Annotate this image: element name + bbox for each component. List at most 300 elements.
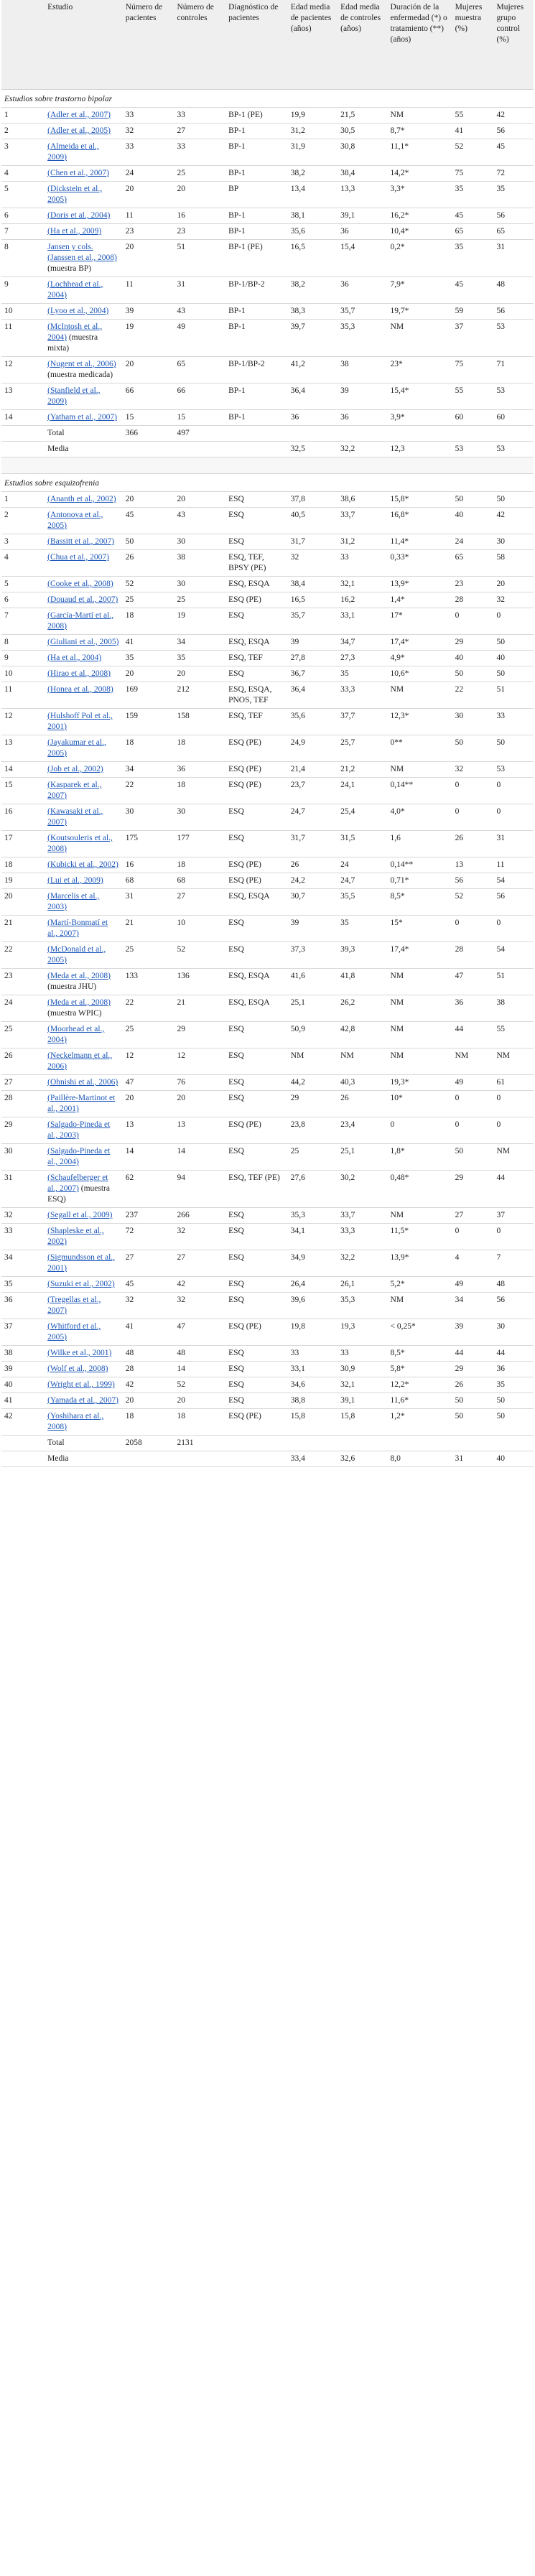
age-controls: 26,1: [338, 1277, 387, 1293]
study-cell: [45, 208, 123, 224]
diagnosis: ESQ, TEF: [225, 651, 288, 666]
age-controls: 31,5: [338, 831, 387, 857]
study-reference-link[interactable]: (Dickstein et al., 2005): [47, 185, 103, 204]
study-reference-link[interactable]: (Chua et al., 2007): [47, 553, 110, 562]
women-control: 42: [493, 508, 534, 534]
mean-label: Media: [45, 442, 123, 457]
study-reference-link[interactable]: (Lochhead et al., 2004): [47, 280, 103, 299]
study-reference-link[interactable]: (Meda et al., 2008): [47, 998, 111, 1007]
empty-cell: [338, 426, 387, 442]
duration: 15,8*: [388, 492, 452, 508]
diagnosis: BP-1: [225, 383, 288, 410]
duration: 3,3*: [388, 182, 452, 208]
women-sample: 55: [452, 108, 494, 124]
study-reference-link[interactable]: (Kawasaki et al., 2007): [47, 807, 103, 827]
study-note: (muestra BP): [47, 264, 92, 273]
women-sample: NM: [452, 1048, 494, 1075]
women-sample: 40: [452, 508, 494, 534]
age-patients: 23,8: [288, 1117, 338, 1144]
patients-count: 18: [123, 1409, 175, 1436]
women-control: 11: [493, 857, 534, 873]
patients-count: 12: [123, 1048, 175, 1075]
diagnosis: ESQ, TEF (PE): [225, 1171, 288, 1208]
row-index: 33: [1, 1224, 45, 1250]
controls-count: 27: [174, 124, 225, 139]
study-reference-link[interactable]: (Adler et al., 2007): [47, 111, 111, 119]
patients-count: 35: [123, 651, 175, 666]
row-index: 24: [1, 995, 45, 1022]
table-row: [1, 1117, 534, 1144]
patients-count: 159: [123, 709, 175, 735]
empty-cell: [288, 90, 338, 108]
duration: 11,4*: [388, 534, 452, 550]
patients-count: 20: [123, 492, 175, 508]
women-control: 53: [493, 320, 534, 357]
diagnosis: ESQ: [225, 831, 288, 857]
women-sample: 59: [452, 304, 494, 320]
controls-count: 48: [174, 1346, 225, 1362]
diagnosis: ESQ: [225, 1362, 288, 1377]
study-reference-link[interactable]: (Lyoo et al., 2004): [47, 307, 109, 315]
study-reference-link[interactable]: (Wolf et al., 2008): [47, 1364, 108, 1373]
age-controls: 26,2: [338, 995, 387, 1022]
study-reference-link[interactable]: (García-Martí et al., 2008): [47, 611, 114, 631]
row-index: 42: [1, 1409, 45, 1436]
age-patients: 38,2: [288, 166, 338, 182]
empty-cell: [174, 457, 225, 474]
diagnosis: ESQ (PE): [225, 735, 288, 762]
study-reference-link[interactable]: (Segall et al., 2009): [47, 1211, 113, 1219]
age-controls: 39: [338, 383, 387, 410]
table-row: [1, 942, 534, 969]
study-reference-link[interactable]: (Cooke et al., 2008): [47, 580, 113, 588]
study-reference-link[interactable]: (Douaud et al., 2007): [47, 595, 118, 604]
duration: NM: [388, 1022, 452, 1048]
study-cell: [45, 1346, 123, 1362]
women-control: 48: [493, 277, 534, 304]
controls-count: 15: [174, 410, 225, 426]
age-controls: 33: [338, 550, 387, 577]
study-reference-link[interactable]: (Bassitt et al., 2007): [47, 537, 115, 546]
study-note: (muestra WPIC): [47, 1009, 102, 1018]
age-controls: 21,2: [338, 762, 387, 778]
controls-count: 76: [174, 1075, 225, 1091]
studies-table: [1, 0, 534, 1467]
age-patients: 34,6: [288, 1377, 338, 1393]
women-control: 50: [493, 1409, 534, 1436]
empty-cell: [388, 474, 452, 492]
study-reference-link[interactable]: (Marcelis et al., 2003): [47, 892, 100, 911]
table-row: [1, 1144, 534, 1171]
women-control: 45: [493, 139, 534, 166]
women-control: 53: [493, 762, 534, 778]
study-note: (muestra medicada): [47, 371, 113, 379]
empty-cell: [225, 457, 288, 474]
controls-count: 31: [174, 277, 225, 304]
diagnosis: ESQ: [225, 1224, 288, 1250]
empty-cell: [1, 1436, 45, 1451]
section-schizophrenia: [1, 474, 534, 492]
study-reference-link[interactable]: (Ha et al., 2009): [47, 227, 102, 236]
age-controls: 30,2: [338, 1171, 387, 1208]
empty-cell: [1, 426, 45, 442]
section-title: Estudios sobre esquizofrenia: [1, 474, 123, 492]
table-row: [1, 124, 534, 139]
age-controls: 33: [338, 1346, 387, 1362]
study-reference-link[interactable]: (Yamada et al., 2007): [47, 1396, 118, 1405]
patients-count: 25: [123, 942, 175, 969]
table-row: [1, 635, 534, 651]
table-row: [1, 831, 534, 857]
study-cell: [45, 277, 123, 304]
study-reference-link[interactable]: (Schaufelberger et al., 2007): [47, 1173, 108, 1193]
study-cell: [45, 492, 123, 508]
mean-age-patients: 33,4: [288, 1451, 338, 1467]
row-index: 14: [1, 762, 45, 778]
study-reference-link[interactable]: (Antonova et al., 2005): [47, 511, 103, 530]
women-sample: 50: [452, 492, 494, 508]
duration: 10*: [388, 1091, 452, 1117]
table-row: [1, 550, 534, 577]
mean-women-sample: 53: [452, 442, 494, 457]
row-index: 12: [1, 709, 45, 735]
table-row: [1, 1377, 534, 1393]
diagnosis: ESQ (PE): [225, 1409, 288, 1436]
study-reference-link[interactable]: (Almeida et al., 2009): [47, 142, 99, 162]
diagnosis: ESQ, ESQA: [225, 995, 288, 1022]
empty-cell: [123, 474, 175, 492]
row-index: 10: [1, 666, 45, 682]
controls-count: 52: [174, 942, 225, 969]
duration: 11,6*: [388, 1393, 452, 1409]
age-patients: 34,9: [288, 1250, 338, 1277]
age-controls: 35,7: [338, 304, 387, 320]
women-control: 55: [493, 1022, 534, 1048]
age-patients: 40,5: [288, 508, 338, 534]
duration: NM: [388, 1208, 452, 1224]
women-control: 56: [493, 304, 534, 320]
duration: 1,6: [388, 831, 452, 857]
header-duration: Duración de la enfermedad (*) o tratamiento (**) (años): [388, 0, 452, 90]
mean-age-controls: 32,2: [338, 442, 387, 457]
study-reference-link[interactable]: (Koutsouleris et al., 2008): [47, 834, 113, 853]
women-control: 0: [493, 608, 534, 635]
controls-count: 177: [174, 831, 225, 857]
table-row: [1, 1048, 534, 1075]
women-sample: 0: [452, 1091, 494, 1117]
study-note: (muestra mixta): [47, 333, 98, 353]
women-control: 54: [493, 873, 534, 889]
age-patients: 26,4: [288, 1277, 338, 1293]
study-reference-link[interactable]: (Kasparek et al., 2007): [47, 781, 102, 800]
diagnosis: ESQ: [225, 1022, 288, 1048]
row-index: 5: [1, 182, 45, 208]
row-index: 4: [1, 166, 45, 182]
study-cell: [45, 1277, 123, 1293]
study-cell: [45, 383, 123, 410]
total-controls: 2131: [174, 1436, 225, 1451]
duration: 17,4*: [388, 942, 452, 969]
age-patients: 24,7: [288, 804, 338, 831]
study-reference-link[interactable]: (Nugent et al., 2006): [47, 360, 116, 368]
women-control: 61: [493, 1075, 534, 1091]
study-reference-link[interactable]: (Yoshihara et al., 2008): [47, 1412, 104, 1431]
study-reference-link[interactable]: (Wilke et al., 2001): [47, 1349, 112, 1357]
age-patients: 41,2: [288, 357, 338, 383]
study-reference-link[interactable]: (Meda et al., 2008): [47, 972, 111, 980]
row-index: 21: [1, 916, 45, 942]
study-cell: [45, 608, 123, 635]
study-reference-link[interactable]: (Stanfield et al., 2009): [47, 386, 101, 406]
table-row: [1, 108, 534, 124]
study-reference-link[interactable]: (Wright et al., 1999): [47, 1380, 115, 1389]
empty-cell: [288, 457, 338, 474]
table-row: [1, 651, 534, 666]
table-row: [1, 804, 534, 831]
study-cell: [45, 1171, 123, 1208]
row-index: 3: [1, 139, 45, 166]
women-sample: 35: [452, 240, 494, 277]
study-reference-link[interactable]: (Moorhead et al., 2004): [47, 1025, 105, 1044]
age-patients: 31,7: [288, 831, 338, 857]
empty-cell: [225, 474, 288, 492]
duration: NM: [388, 320, 452, 357]
duration: 8,7*: [388, 124, 452, 139]
study-reference-link[interactable]: (Ha et al., 2004): [47, 654, 102, 662]
study-cell: [45, 709, 123, 735]
total-row: [1, 426, 534, 442]
table-row: [1, 873, 534, 889]
age-controls: 31,2: [338, 534, 387, 550]
empty-cell: [452, 1436, 494, 1451]
study-cell: [45, 139, 123, 166]
study-reference-link[interactable]: (Jayakumar et al., 2005): [47, 738, 106, 758]
table-row: [1, 1293, 534, 1319]
study-reference-link[interactable]: (Salgado-Pineda et al., 2004): [47, 1147, 111, 1166]
empty-cell: [338, 1436, 387, 1451]
study-reference-link[interactable]: (Sigmundsson et al., 2001): [47, 1253, 116, 1273]
patients-count: 20: [123, 1091, 175, 1117]
women-sample: 75: [452, 357, 494, 383]
study-reference-link[interactable]: (Ohnishi et al., 2006): [47, 1078, 118, 1087]
controls-count: 32: [174, 1293, 225, 1319]
study-reference-link[interactable]: (Shapleske et al., 2002): [47, 1227, 104, 1246]
women-sample: 49: [452, 1277, 494, 1293]
study-cell: [45, 1293, 123, 1319]
women-sample: 37: [452, 320, 494, 357]
study-reference-link[interactable]: (Honea et al., 2008): [47, 685, 113, 694]
study-reference-link[interactable]: (Adler et al., 2005): [47, 126, 111, 135]
empty-cell: [452, 426, 494, 442]
empty-cell: [288, 426, 338, 442]
study-reference-link[interactable]: (Ananth et al., 2002): [47, 495, 116, 503]
study-reference-link[interactable]: (Tregellas et al., 2007): [47, 1296, 101, 1315]
diagnosis: ESQ, ESQA: [225, 889, 288, 916]
diagnosis: ESQ: [225, 508, 288, 534]
table-row: [1, 410, 534, 426]
controls-count: 23: [174, 224, 225, 240]
women-sample: 0: [452, 804, 494, 831]
controls-count: 51: [174, 240, 225, 277]
controls-count: 29: [174, 1022, 225, 1048]
study-cell: [45, 1224, 123, 1250]
controls-count: 66: [174, 383, 225, 410]
study-reference-link[interactable]: (Hirao et al., 2008): [47, 669, 111, 678]
empty-cell: [452, 474, 494, 492]
diagnosis: BP-1: [225, 208, 288, 224]
study-cell: [45, 1091, 123, 1117]
patients-count: 30: [123, 804, 175, 831]
row-index: 40: [1, 1377, 45, 1393]
empty-cell: [288, 1436, 338, 1451]
patients-count: 68: [123, 873, 175, 889]
table-row: [1, 492, 534, 508]
table-row: [1, 277, 534, 304]
table-row: [1, 1250, 534, 1277]
row-index: 15: [1, 778, 45, 804]
women-sample: 40: [452, 651, 494, 666]
table-row: [1, 1075, 534, 1091]
controls-count: 30: [174, 577, 225, 592]
row-index: 4: [1, 550, 45, 577]
empty-cell: [338, 90, 387, 108]
table-row: [1, 778, 534, 804]
diagnosis: BP-1: [225, 320, 288, 357]
row-index: 22: [1, 942, 45, 969]
duration: 0**: [388, 735, 452, 762]
diagnosis: BP: [225, 182, 288, 208]
study-reference-link[interactable]: (Suzuki et al., 2002): [47, 1280, 115, 1288]
patients-count: 50: [123, 534, 175, 550]
women-sample: 36: [452, 995, 494, 1022]
age-controls: 33,1: [338, 608, 387, 635]
women-control: NM: [493, 1144, 534, 1171]
age-controls: 42,8: [338, 1022, 387, 1048]
study-reference-link[interactable]: (Giuliani et al., 2005): [47, 638, 119, 646]
study-reference-link[interactable]: (Neckelmann et al., 2006): [47, 1051, 113, 1071]
age-patients: 25,1: [288, 995, 338, 1022]
controls-count: 18: [174, 857, 225, 873]
study-reference-link[interactable]: (Kubicki et al., 2002): [47, 860, 118, 869]
empty-cell: [493, 1436, 534, 1451]
age-patients: 23,7: [288, 778, 338, 804]
women-control: 54: [493, 942, 534, 969]
age-patients: 36,4: [288, 383, 338, 410]
women-control: 32: [493, 592, 534, 608]
diagnosis: BP-1: [225, 224, 288, 240]
controls-count: 212: [174, 682, 225, 709]
mean-duration: 12,3: [388, 442, 452, 457]
diagnosis: ESQ, ESQA: [225, 635, 288, 651]
duration: NM: [388, 969, 452, 995]
study-reference-link[interactable]: (Salgado-Pineda et al., 2003): [47, 1120, 111, 1140]
women-control: 65: [493, 224, 534, 240]
patients-count: 23: [123, 224, 175, 240]
empty-cell: [225, 90, 288, 108]
women-control: 51: [493, 969, 534, 995]
row-index: 2: [1, 508, 45, 534]
duration: NM: [388, 762, 452, 778]
study-cell: [45, 320, 123, 357]
study-cell: [45, 995, 123, 1022]
study-reference-link[interactable]: (McIntosh et al., 2004): [47, 322, 103, 342]
study-reference-link[interactable]: (Paillère-Martinot et al., 2001): [47, 1094, 116, 1113]
study-cell: [45, 182, 123, 208]
controls-count: 33: [174, 108, 225, 124]
empty-cell: [123, 442, 175, 457]
duration: 13,9*: [388, 1250, 452, 1277]
study-cell: [45, 1409, 123, 1436]
row-index: 19: [1, 873, 45, 889]
row-index: 25: [1, 1022, 45, 1048]
row-index: 17: [1, 831, 45, 857]
diagnosis: ESQ, ESQA: [225, 969, 288, 995]
patients-count: 237: [123, 1208, 175, 1224]
patients-count: 26: [123, 550, 175, 577]
study-reference-link[interactable]: (Yatham et al., 2007): [47, 413, 117, 422]
study-cell: [45, 1362, 123, 1377]
study-cell: [45, 550, 123, 577]
patients-count: 14: [123, 1144, 175, 1171]
empty-cell: [493, 457, 534, 474]
duration: 11,5*: [388, 1224, 452, 1250]
study-reference-link[interactable]: (Hulshoff Pol et al., 2001): [47, 712, 113, 731]
mean-label: Media: [45, 1451, 123, 1467]
study-reference-link[interactable]: (Martí-Bonmatí et al., 2007): [47, 919, 108, 938]
mean-age-controls: 32,6: [338, 1451, 387, 1467]
women-control: 33: [493, 709, 534, 735]
patients-count: 28: [123, 1362, 175, 1377]
study-reference-link[interactable]: Jansen y cols. (Janssen et al., 2008): [47, 243, 117, 262]
age-controls: 15,4: [338, 240, 387, 277]
age-controls: 36: [338, 277, 387, 304]
age-patients: 27,6: [288, 1171, 338, 1208]
age-patients: 35,3: [288, 1208, 338, 1224]
study-reference-link[interactable]: (Job et al., 2002): [47, 765, 103, 773]
study-reference-link[interactable]: (Chen et al., 2007): [47, 169, 110, 177]
study-reference-link[interactable]: (Whitford et al., 2005): [47, 1322, 101, 1342]
table-row: [1, 1319, 534, 1346]
age-controls: 27,3: [338, 651, 387, 666]
row-index: 30: [1, 1144, 45, 1171]
study-reference-link[interactable]: (Doris et al., 2004): [47, 211, 111, 220]
study-reference-link[interactable]: (Lui et al., 2009): [47, 876, 103, 885]
table-row: [1, 666, 534, 682]
duration: NM: [388, 1048, 452, 1075]
patients-count: 20: [123, 240, 175, 277]
study-cell: [45, 762, 123, 778]
controls-count: 10: [174, 916, 225, 942]
study-reference-link[interactable]: (McDonald et al., 2005): [47, 945, 106, 964]
section-title: Estudios sobre trastorno bipolar: [1, 90, 123, 108]
table-row: [1, 1346, 534, 1362]
women-sample: 0: [452, 778, 494, 804]
age-controls: 36: [338, 410, 387, 426]
women-control: 48: [493, 1277, 534, 1293]
age-patients: 29: [288, 1091, 338, 1117]
controls-count: 36: [174, 762, 225, 778]
controls-count: 30: [174, 804, 225, 831]
patients-count: 72: [123, 1224, 175, 1250]
women-control: 44: [493, 1346, 534, 1362]
women-sample: 44: [452, 1346, 494, 1362]
table-row: [1, 357, 534, 383]
patients-count: 41: [123, 635, 175, 651]
women-control: 0: [493, 804, 534, 831]
diagnosis: BP-1 (PE): [225, 108, 288, 124]
empty-cell: [174, 1451, 225, 1467]
empty-cell: [388, 90, 452, 108]
